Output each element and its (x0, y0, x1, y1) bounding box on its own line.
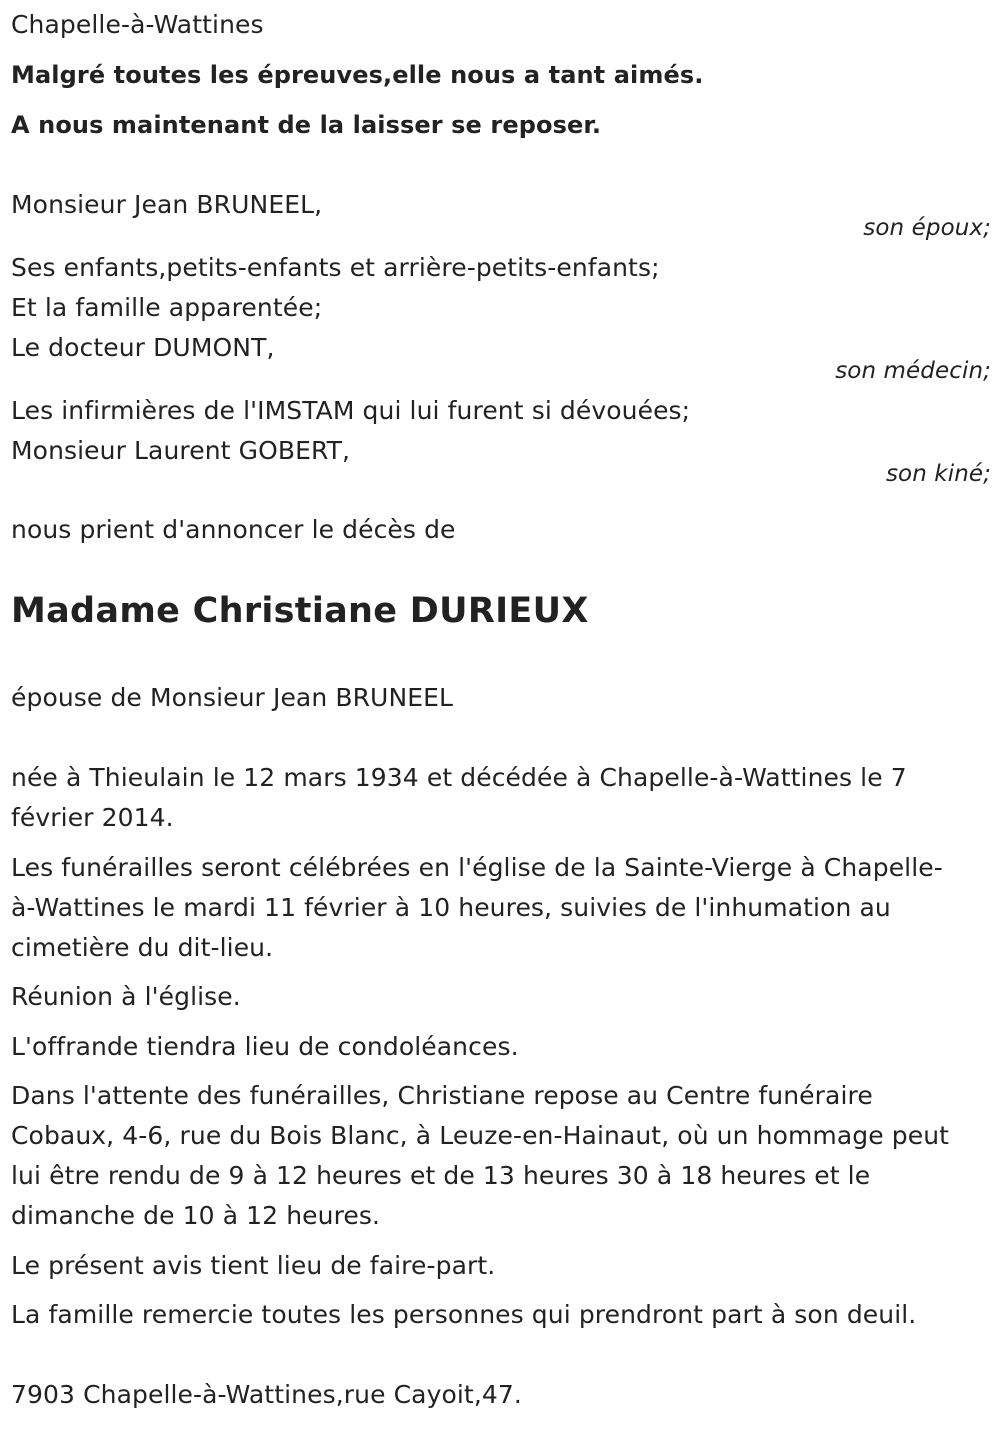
physio-name: Monsieur Laurent GOBERT, (11, 436, 351, 465)
rest-line-3: lui être rendu de 9 à 12 heures et de 13 heures 30 à 18 heures et le (11, 1161, 871, 1190)
physio-role: son kiné; (885, 461, 991, 487)
spouse-of-line: épouse de Monsieur Jean BRUNEEL (11, 683, 454, 712)
epigraph-line-2: A nous maintenant de la laisser se reposer. (11, 111, 602, 139)
offering-line: L'offrande tiendra lieu de condoléances. (11, 1032, 519, 1061)
meeting-line: Réunion à l'église. (11, 982, 241, 1011)
locality-heading: Chapelle-à-Wattines (11, 10, 264, 39)
birth-death-line-1: née à Thieulain le 12 mars 1934 et décédée à Chapelle-à-Wattines le 7 (11, 763, 907, 792)
spouse-name: Monsieur Jean BRUNEEL, (11, 190, 323, 219)
funeral-line-2: à-Wattines le mardi 11 février à 10 heures, suivies de l'inhumation au (11, 893, 891, 922)
epigraph-line-1: Malgré toutes les épreuves,elle nous a tant aimés. (11, 61, 704, 89)
birth-death-line-2: février 2014. (11, 803, 174, 832)
rest-line-4: dimanche de 10 à 12 heures. (11, 1201, 381, 1230)
doctor-role: son médecin; (835, 358, 991, 384)
announcement-intro: nous prient d'annoncer le décès de (11, 515, 456, 544)
rest-line-1: Dans l'attente des funérailles, Christiane repose au Centre funéraire (11, 1081, 873, 1110)
deceased-name: Madame Christiane DURIEUX (11, 591, 589, 631)
relatives-line: Et la famille apparentée; (11, 293, 323, 322)
children-line: Ses enfants,petits-enfants et arrière-petits-enfants; (11, 253, 660, 282)
nurses-line: Les infirmières de l'IMSTAM qui lui furent si dévouées; (11, 396, 691, 425)
thanks-line: La famille remercie toutes les personnes qui prendront part à son deuil. (11, 1300, 917, 1329)
funeral-line-1: Les funérailles seront célébrées en l'église de la Sainte-Vierge à Chapelle- (11, 853, 943, 882)
funeral-line-3: cimetière du dit-lieu. (11, 933, 274, 962)
spouse-role: son époux; (863, 215, 991, 241)
doctor-name: Le docteur DUMONT, (11, 333, 275, 362)
rest-line-2: Cobaux, 4-6, rue du Bois Blanc, à Leuze-en-Hainaut, où un hommage peut (11, 1121, 950, 1150)
notice-line: Le présent avis tient lieu de faire-part. (11, 1251, 496, 1280)
address-line: 7903 Chapelle-à-Wattines,rue Cayoit,47. (11, 1380, 522, 1409)
